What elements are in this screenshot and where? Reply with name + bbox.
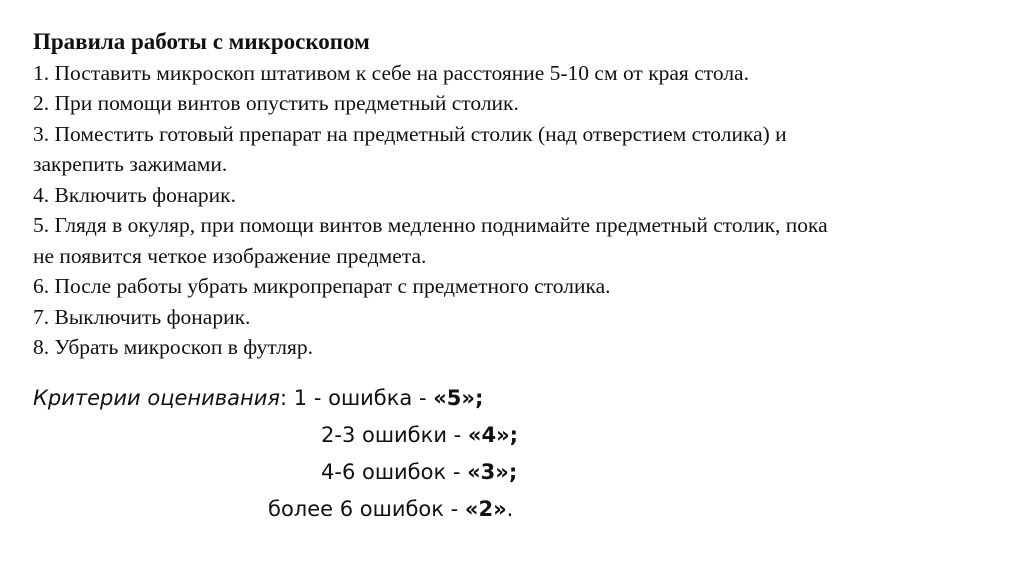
criteria-errors: 1 - ошибка -: [287, 386, 434, 410]
rule-item: 4. Включить фонарик.: [33, 182, 236, 207]
criteria-row: [33, 417, 733, 454]
page-title: Правила работы с микроскопом: [33, 29, 370, 54]
grading-criteria: [33, 380, 733, 528]
rule-item: 7. Выключить фонарик.: [33, 304, 251, 329]
criteria-separator: :: [280, 386, 288, 410]
rule-item: 8. Убрать микроскоп в футляр.: [33, 335, 314, 359]
rule-item: не появится четкое изображение предмета.: [33, 243, 427, 268]
criteria-grade: «4»;: [467, 423, 519, 447]
criteria-row: [33, 380, 733, 417]
rule-item: 1. Поставить микроскоп штативом к себе на расстояние 5-10 см от края стола.: [33, 60, 749, 85]
rule-item: закрепить зажимами.: [33, 152, 228, 176]
criteria-errors: 2-3 ошибки -: [321, 423, 468, 447]
rule-item: 2. При помощи винтов опустить предметный столик.: [33, 91, 519, 115]
rule-item: 5. Глядя в окуляр, при помощи винтов медленно поднимайте предметный столик, пока: [33, 213, 828, 237]
criteria-grade: «5»;: [433, 386, 484, 410]
criteria-label: Критерии оценивания: [33, 386, 281, 410]
criteria-row: [33, 491, 733, 528]
criteria-end: .: [506, 497, 514, 521]
criteria-grade: «3»;: [467, 460, 518, 484]
criteria-row: [33, 454, 733, 491]
rule-item: 3. Поместить готовый препарат на предметный столик (над отверстием столика) и: [33, 121, 787, 146]
criteria-grade: «2»: [464, 497, 507, 521]
criteria-errors: 4-6 ошибок -: [321, 460, 468, 484]
rules-block: [33, 27, 1008, 363]
rule-item: 6. После работы убрать микропрепарат с предметного столика.: [33, 274, 611, 298]
criteria-errors: более 6 ошибок -: [268, 497, 465, 521]
